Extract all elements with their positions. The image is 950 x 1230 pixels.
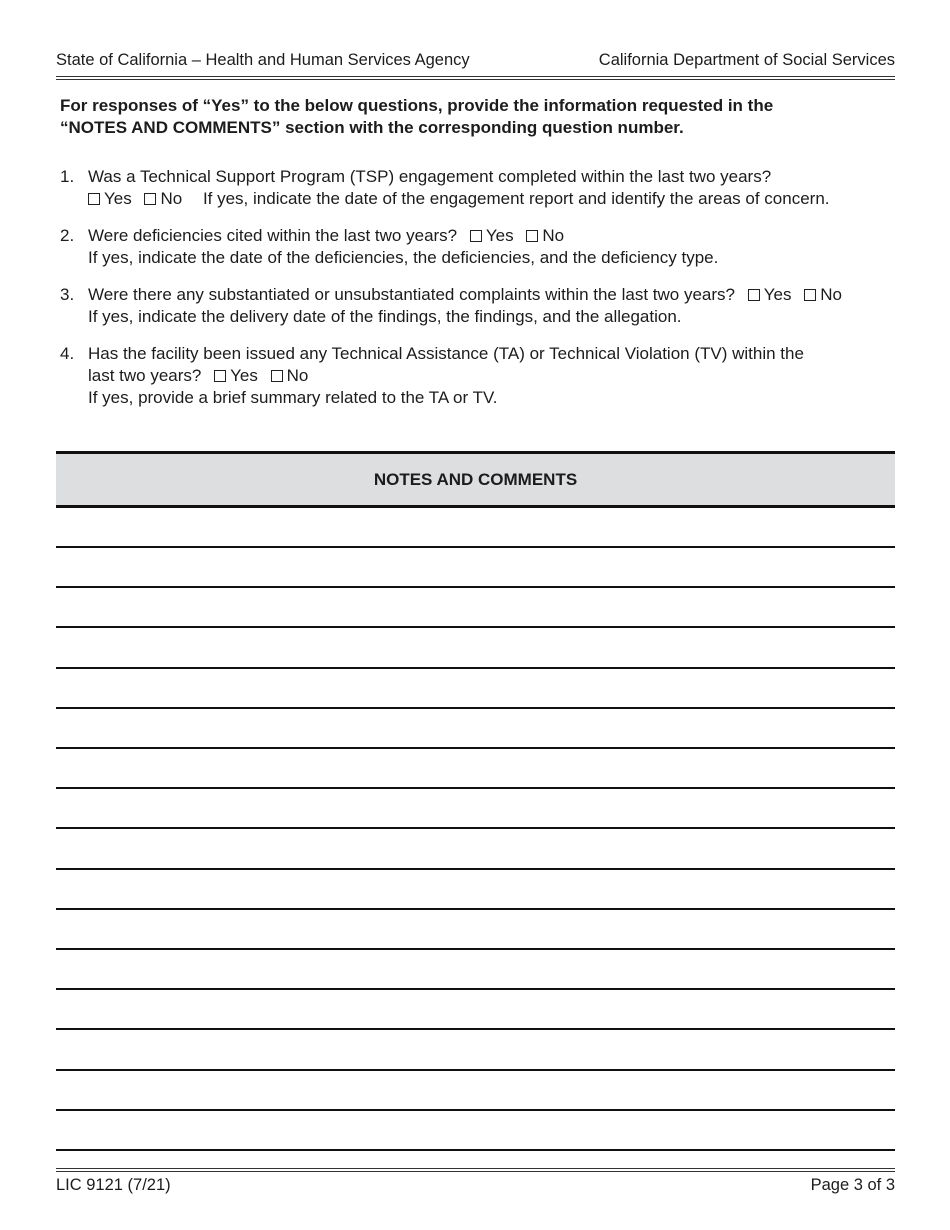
question-text: Were there any substantiated or unsubstantiated complaints within the last two years? bbox=[88, 285, 735, 304]
department-name: California Department of Social Services bbox=[598, 51, 895, 69]
notes-writing-line[interactable] bbox=[56, 908, 895, 910]
no-label: No bbox=[286, 366, 309, 385]
question-number: 4. bbox=[60, 344, 75, 363]
notes-writing-line[interactable] bbox=[56, 827, 895, 829]
page-number: Page 3 of 3 bbox=[810, 1176, 895, 1194]
yes-label: Yes bbox=[763, 285, 792, 304]
q2-no-checkbox[interactable] bbox=[526, 230, 538, 242]
no-label: No bbox=[160, 189, 183, 208]
notes-section-header bbox=[56, 451, 895, 508]
notes-writing-line[interactable] bbox=[56, 988, 895, 990]
question-followup: If yes, indicate the date of the engagement report and identify the areas of concern. bbox=[202, 189, 830, 208]
notes-writing-line[interactable] bbox=[56, 586, 895, 588]
question-4 bbox=[60, 343, 900, 409]
question-number: 1. bbox=[60, 167, 75, 186]
yes-label: Yes bbox=[104, 189, 132, 208]
agency-name: State of California – Health and Human Services Agency bbox=[56, 51, 470, 69]
q2-yes-checkbox[interactable] bbox=[470, 230, 482, 242]
question-followup: If yes, indicate the date of the deficiencies, the deficiencies, and the deficiency type. bbox=[88, 248, 719, 267]
notes-writing-line[interactable] bbox=[56, 667, 895, 669]
notes-writing-line[interactable] bbox=[56, 948, 895, 950]
notes-writing-line[interactable] bbox=[56, 626, 895, 628]
notes-writing-line[interactable] bbox=[56, 707, 895, 709]
header-rule bbox=[56, 76, 895, 77]
form-id: LIC 9121 (7/21) bbox=[56, 1176, 171, 1194]
question-number: 2. bbox=[60, 226, 75, 245]
q1-yes-checkbox[interactable] bbox=[88, 193, 100, 205]
notes-writing-line[interactable] bbox=[56, 1028, 895, 1030]
no-label: No bbox=[542, 226, 565, 245]
question-text: Were deficiencies cited within the last two years? bbox=[88, 226, 458, 245]
page-header bbox=[56, 51, 895, 73]
question-followup: If yes, indicate the delivery date of the findings, the findings, and the allegation. bbox=[88, 307, 682, 326]
question-2 bbox=[60, 225, 900, 269]
question-text: Was a Technical Support Program (TSP) engagement completed within the last two years? bbox=[88, 167, 772, 186]
instructions-line-2: “NOTES AND COMMENTS” section with the corresponding question number. bbox=[60, 118, 684, 137]
q3-no-checkbox[interactable] bbox=[804, 289, 816, 301]
notes-writing-line[interactable] bbox=[56, 1149, 895, 1151]
question-number: 3. bbox=[60, 285, 75, 304]
question-list bbox=[60, 166, 900, 424]
yes-label: Yes bbox=[485, 226, 514, 245]
notes-title: NOTES AND COMMENTS bbox=[373, 470, 578, 489]
question-3 bbox=[60, 284, 900, 328]
question-text-cont: last two years? bbox=[88, 366, 202, 385]
notes-writing-line[interactable] bbox=[56, 1109, 895, 1111]
instructions bbox=[60, 95, 880, 139]
instructions-line-1: For responses of “Yes” to the below questions, provide the information requested in the bbox=[60, 96, 774, 115]
notes-writing-line[interactable] bbox=[56, 546, 895, 548]
yes-label: Yes bbox=[230, 366, 258, 385]
footer-rule-secondary bbox=[56, 1171, 895, 1172]
notes-writing-line[interactable] bbox=[56, 868, 895, 870]
notes-writing-line[interactable] bbox=[56, 787, 895, 789]
header-rule-secondary bbox=[56, 79, 895, 80]
q1-no-checkbox[interactable] bbox=[144, 193, 156, 205]
q4-no-checkbox[interactable] bbox=[271, 370, 283, 382]
question-text: Has the facility been issued any Technical Assistance (TA) or Technical Violation (TV) within the bbox=[88, 344, 804, 363]
footer-rule bbox=[56, 1168, 895, 1169]
notes-writing-line[interactable] bbox=[56, 1069, 895, 1071]
notes-writing-line[interactable] bbox=[56, 747, 895, 749]
no-label: No bbox=[820, 285, 842, 304]
question-followup: If yes, provide a brief summary related to the TA or TV. bbox=[88, 388, 498, 407]
q4-yes-checkbox[interactable] bbox=[214, 370, 226, 382]
q3-yes-checkbox[interactable] bbox=[748, 289, 760, 301]
question-1 bbox=[60, 166, 900, 210]
